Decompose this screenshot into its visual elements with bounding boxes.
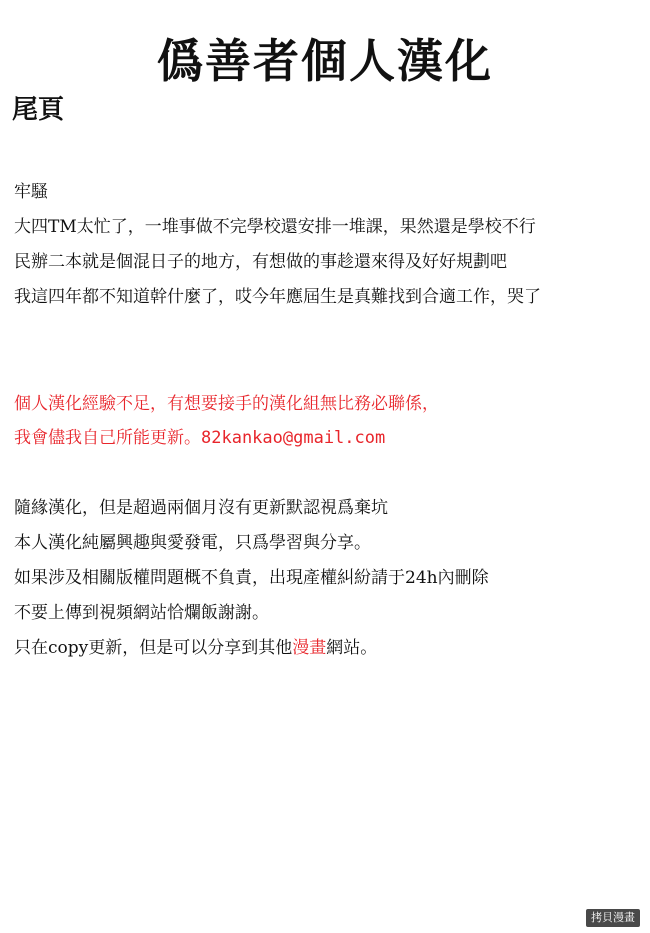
policy-line: 隨緣漢化，但是超過兩個月沒有更新默認視爲棄坑	[14, 498, 388, 518]
contact-email[interactable]: 82kankao@gmail.com	[201, 428, 386, 448]
policy-line: 不要上傳到視頻網站恰爛飯謝謝。	[14, 603, 269, 623]
policy-last-prefix: 只在copy更新，但是可以分享到其他	[14, 638, 293, 658]
site-watermark: 拷貝漫畫	[586, 909, 640, 927]
policy-line: 如果涉及相關版權問題概不負責，出現產權糾紛請于24h內刪除	[14, 568, 489, 588]
complaint-line: 民辦二本就是個混日子的地方，有想做的事趁還來得及好好規劃吧	[14, 252, 507, 272]
notice-line: 個人漢化經驗不足，有想要接手的漢化組無比務必聯係，	[14, 394, 439, 414]
complaint-line: 我這四年都不知道幹什麼了，哎今年應屆生是真難找到合適工作，哭了	[14, 287, 541, 307]
notice-text: 我會儘我自己所能更新。	[14, 428, 201, 448]
policy-last-suffix: 網站。	[326, 638, 378, 658]
notice-line-email	[14, 426, 385, 450]
policy-line-last	[14, 636, 377, 660]
document-title: 僞善者個人漢化	[157, 34, 493, 88]
document-subtitle: 尾頁	[12, 95, 65, 125]
complaint-heading: 牢騷	[14, 182, 48, 202]
policy-line: 本人漢化純屬興趣與愛發電，只爲學習與分享。	[14, 533, 371, 553]
complaint-line: 大四TM太忙了，一堆事做不完學校還安排一堆課，果然還是學校不行	[14, 217, 536, 237]
policy-highlight: 漫畫	[292, 638, 327, 658]
